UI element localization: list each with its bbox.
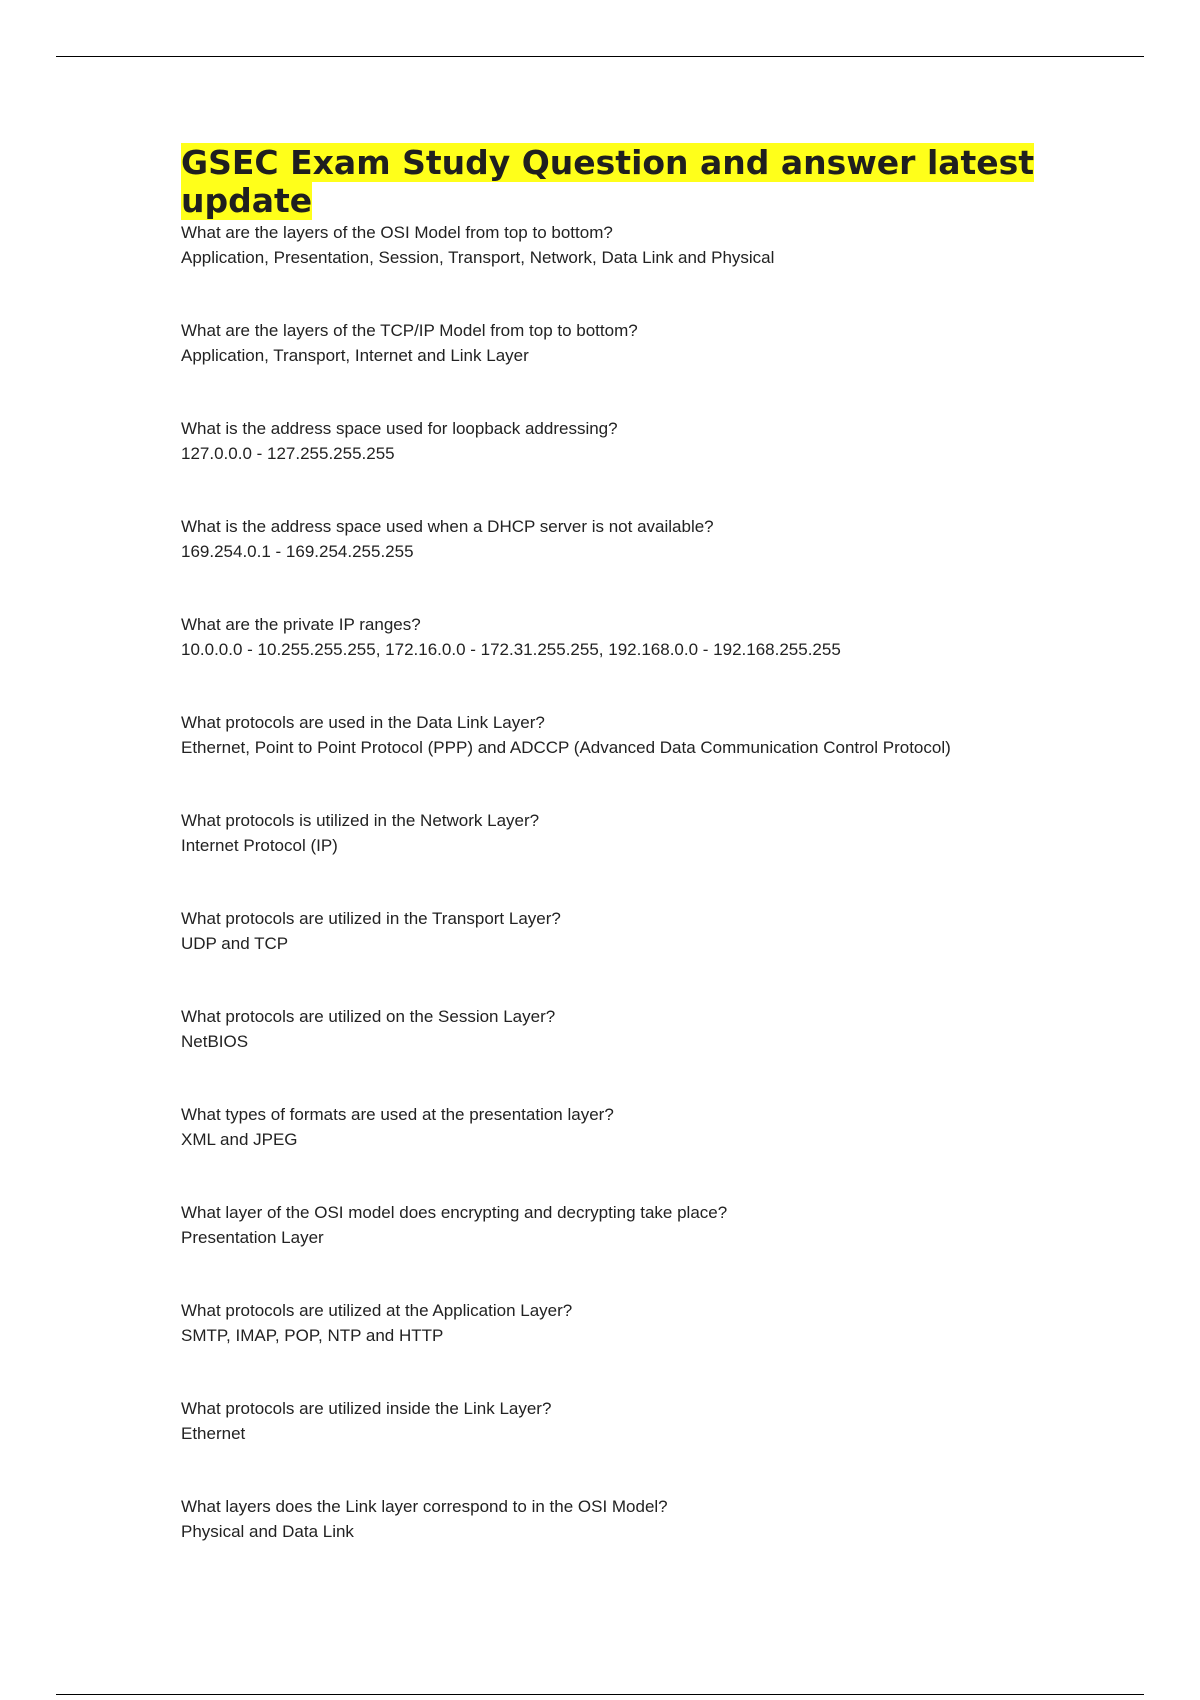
document-title xyxy=(181,144,1061,220)
answer-text: Internet Protocol (IP) xyxy=(181,835,338,855)
qa-list xyxy=(181,221,1061,1544)
question-text: What types of formats are used at the presentation layer? xyxy=(181,1105,614,1124)
qa-item xyxy=(181,907,1061,956)
answer-text: 127.0.0.0 - 127.255.255.255 xyxy=(181,443,395,463)
question-text: What is the address space used for loopback addressing? xyxy=(181,419,618,438)
answer-text: Physical and Data Link xyxy=(181,1521,354,1541)
answer-text: Ethernet, Point to Point Protocol (PPP) and ADCCP (Advanced Data Communication Control Protocol) xyxy=(181,737,951,757)
question-text: What protocols are utilized on the Session Layer? xyxy=(181,1007,556,1026)
answer-text: NetBIOS xyxy=(181,1031,249,1051)
qa-item xyxy=(181,1495,1061,1544)
document-body xyxy=(181,144,1061,1593)
question-text: What protocols is utilized in the Network Layer? xyxy=(181,811,540,830)
header-rule xyxy=(56,56,1144,57)
answer-text: UDP and TCP xyxy=(181,933,289,953)
question-text: What is the address space used when a DHCP server is not available? xyxy=(181,517,714,536)
qa-item xyxy=(181,221,1061,270)
qa-item xyxy=(181,1103,1061,1152)
qa-item xyxy=(181,613,1061,662)
qa-item xyxy=(181,1201,1061,1250)
question-text: What protocols are utilized at the Application Layer? xyxy=(181,1301,573,1320)
answer-text: Ethernet xyxy=(181,1423,246,1443)
question-text: What protocols are used in the Data Link Layer? xyxy=(181,713,545,732)
question-text: What layer of the OSI model does encrypting and decrypting take place? xyxy=(181,1203,728,1222)
question-text: What are the private IP ranges? xyxy=(181,615,421,634)
qa-item xyxy=(181,319,1061,368)
footer-rule xyxy=(56,1694,1144,1695)
question-text: What protocols are utilized in the Transport Layer? xyxy=(181,909,561,928)
answer-text: XML and JPEG xyxy=(181,1129,298,1149)
question-text: What layers does the Link layer correspond to in the OSI Model? xyxy=(181,1497,668,1516)
answer-text: Application, Transport, Internet and Link Layer xyxy=(181,345,529,365)
question-text: What protocols are utilized inside the Link Layer? xyxy=(181,1399,552,1418)
answer-text: 169.254.0.1 - 169.254.255.255 xyxy=(181,541,414,561)
answer-text: 10.0.0.0 - 10.255.255.255, 172.16.0.0 - 172.31.255.255, 192.168.0.0 - 192.168.255.255 xyxy=(181,639,841,659)
qa-item xyxy=(181,417,1061,466)
qa-item xyxy=(181,809,1061,858)
qa-item xyxy=(181,1299,1061,1348)
answer-text: Presentation Layer xyxy=(181,1227,324,1247)
qa-item xyxy=(181,711,1061,760)
qa-item xyxy=(181,1005,1061,1054)
question-text: What are the layers of the OSI Model from top to bottom? xyxy=(181,223,613,242)
answer-text: Application, Presentation, Session, Transport, Network, Data Link and Physical xyxy=(181,247,775,267)
answer-text: SMTP, IMAP, POP, NTP and HTTP xyxy=(181,1325,444,1345)
qa-item xyxy=(181,1397,1061,1446)
question-text: What are the layers of the TCP/IP Model from top to bottom? xyxy=(181,321,638,340)
document-title-highlight: GSEC Exam Study Question and answer latest update xyxy=(181,143,1035,220)
qa-item xyxy=(181,515,1061,564)
